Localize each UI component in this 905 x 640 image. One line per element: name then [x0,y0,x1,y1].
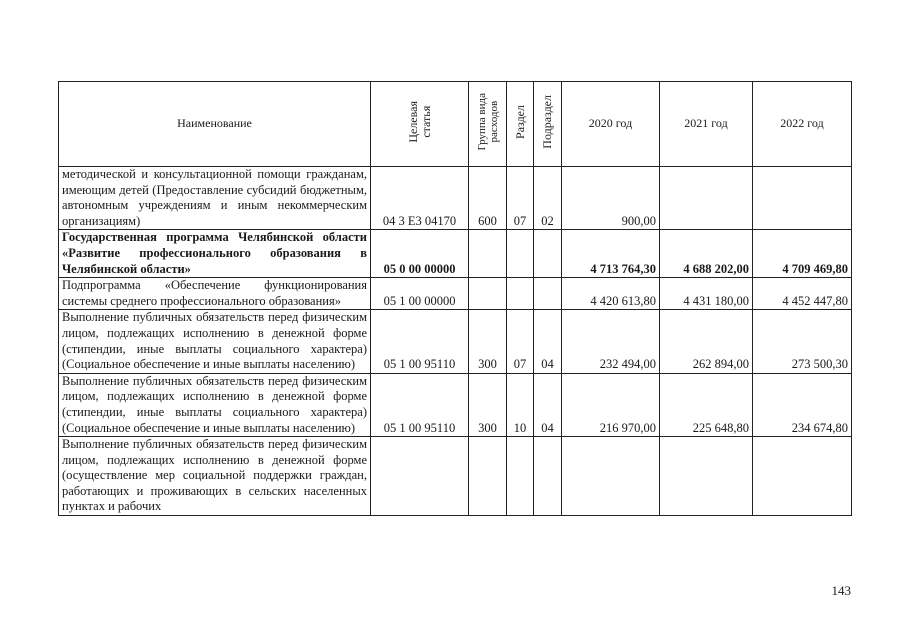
row-target-code: 05 1 00 00000 [371,278,469,310]
header-section: Раздел [512,104,527,139]
row-2022: 4 709 469,80 [753,230,852,278]
header-subsection: Подраздел [540,94,554,149]
row-2021: 225 648,80 [660,373,753,436]
row-2021: 4 431 180,00 [660,278,753,310]
row-2022 [753,437,852,516]
row-subsection [534,230,562,278]
header-2022: 2022 год [753,82,852,167]
header-2021: 2021 год [660,82,753,167]
row-2021: 4 688 202,00 [660,230,753,278]
row-2022 [753,167,852,230]
row-name: методической и консультационной помощи гражданам, имеющим детей (Предоставление субсидий бюджетным, автономным учреждениям и иным некоммерческим организациям) [59,167,371,230]
budget-table [58,81,852,516]
row-group [469,230,507,278]
row-group: 300 [469,373,507,436]
row-2020: 232 494,00 [562,310,660,373]
table-row [59,167,852,230]
row-subsection: 02 [534,167,562,230]
row-group: 600 [469,167,507,230]
table-row [59,230,852,278]
row-2021 [660,167,753,230]
row-group [469,278,507,310]
table-row [59,437,852,516]
row-name: Государственная программа Челябинской области «Развитие профессионального образования в Челябинской области» [59,230,371,278]
row-2021 [660,437,753,516]
header-row [59,82,852,167]
row-target-code: 04 3 Е3 04170 [371,167,469,230]
row-section: 10 [507,373,534,436]
row-2020: 216 970,00 [562,373,660,436]
row-target-code: 05 1 00 95110 [371,310,469,373]
row-name: Выполнение публичных обязательств перед физическим лицом, подлежащих исполнению в денежной форме (стипендии, иные выплаты социального характера) (Социальное обеспечение и иные выплаты населению) [59,373,371,436]
row-section: 07 [507,167,534,230]
row-section [507,230,534,278]
table-row [59,278,852,310]
row-group [469,437,507,516]
table-row [59,310,852,373]
row-2022: 4 452 447,80 [753,278,852,310]
row-2020 [562,437,660,516]
row-2021: 262 894,00 [660,310,753,373]
header-2020: 2020 год [562,82,660,167]
row-section [507,278,534,310]
header-group: Группа вида расходов [475,92,500,151]
row-2020: 4 420 613,80 [562,278,660,310]
row-subsection: 04 [534,310,562,373]
table-row [59,373,852,436]
row-section [507,437,534,516]
page-number: 143 [831,583,851,598]
row-subsection: 04 [534,373,562,436]
row-2020: 900,00 [562,167,660,230]
row-target-code: 05 0 00 00000 [371,230,469,278]
row-subsection [534,437,562,516]
row-section: 07 [507,310,534,373]
row-name: Выполнение публичных обязательств перед физическим лицом, подлежащих исполнению в денежной форме (стипендии, иные выплаты социального характера) (Социальное обеспечение и иные выплаты населению) [59,310,371,373]
row-2020: 4 713 764,30 [562,230,660,278]
row-target-code [371,437,469,516]
header-name: Наименование [59,82,371,167]
row-2022: 273 500,30 [753,310,852,373]
row-target-code: 05 1 00 95110 [371,373,469,436]
row-2022: 234 674,80 [753,373,852,436]
row-name: Выполнение публичных обязательств перед физическим лицом, подлежащих исполнению в денежной форме (осуществление мер социальной поддержки граждан, работающих и проживающих в сельских населенных пунктах и рабочих [59,437,371,516]
row-name: Подпрограмма «Обеспечение функционирования системы среднего профессионального образования» [59,278,371,310]
row-group: 300 [469,310,507,373]
row-subsection [534,278,562,310]
header-target: Целевая статья [405,100,433,143]
